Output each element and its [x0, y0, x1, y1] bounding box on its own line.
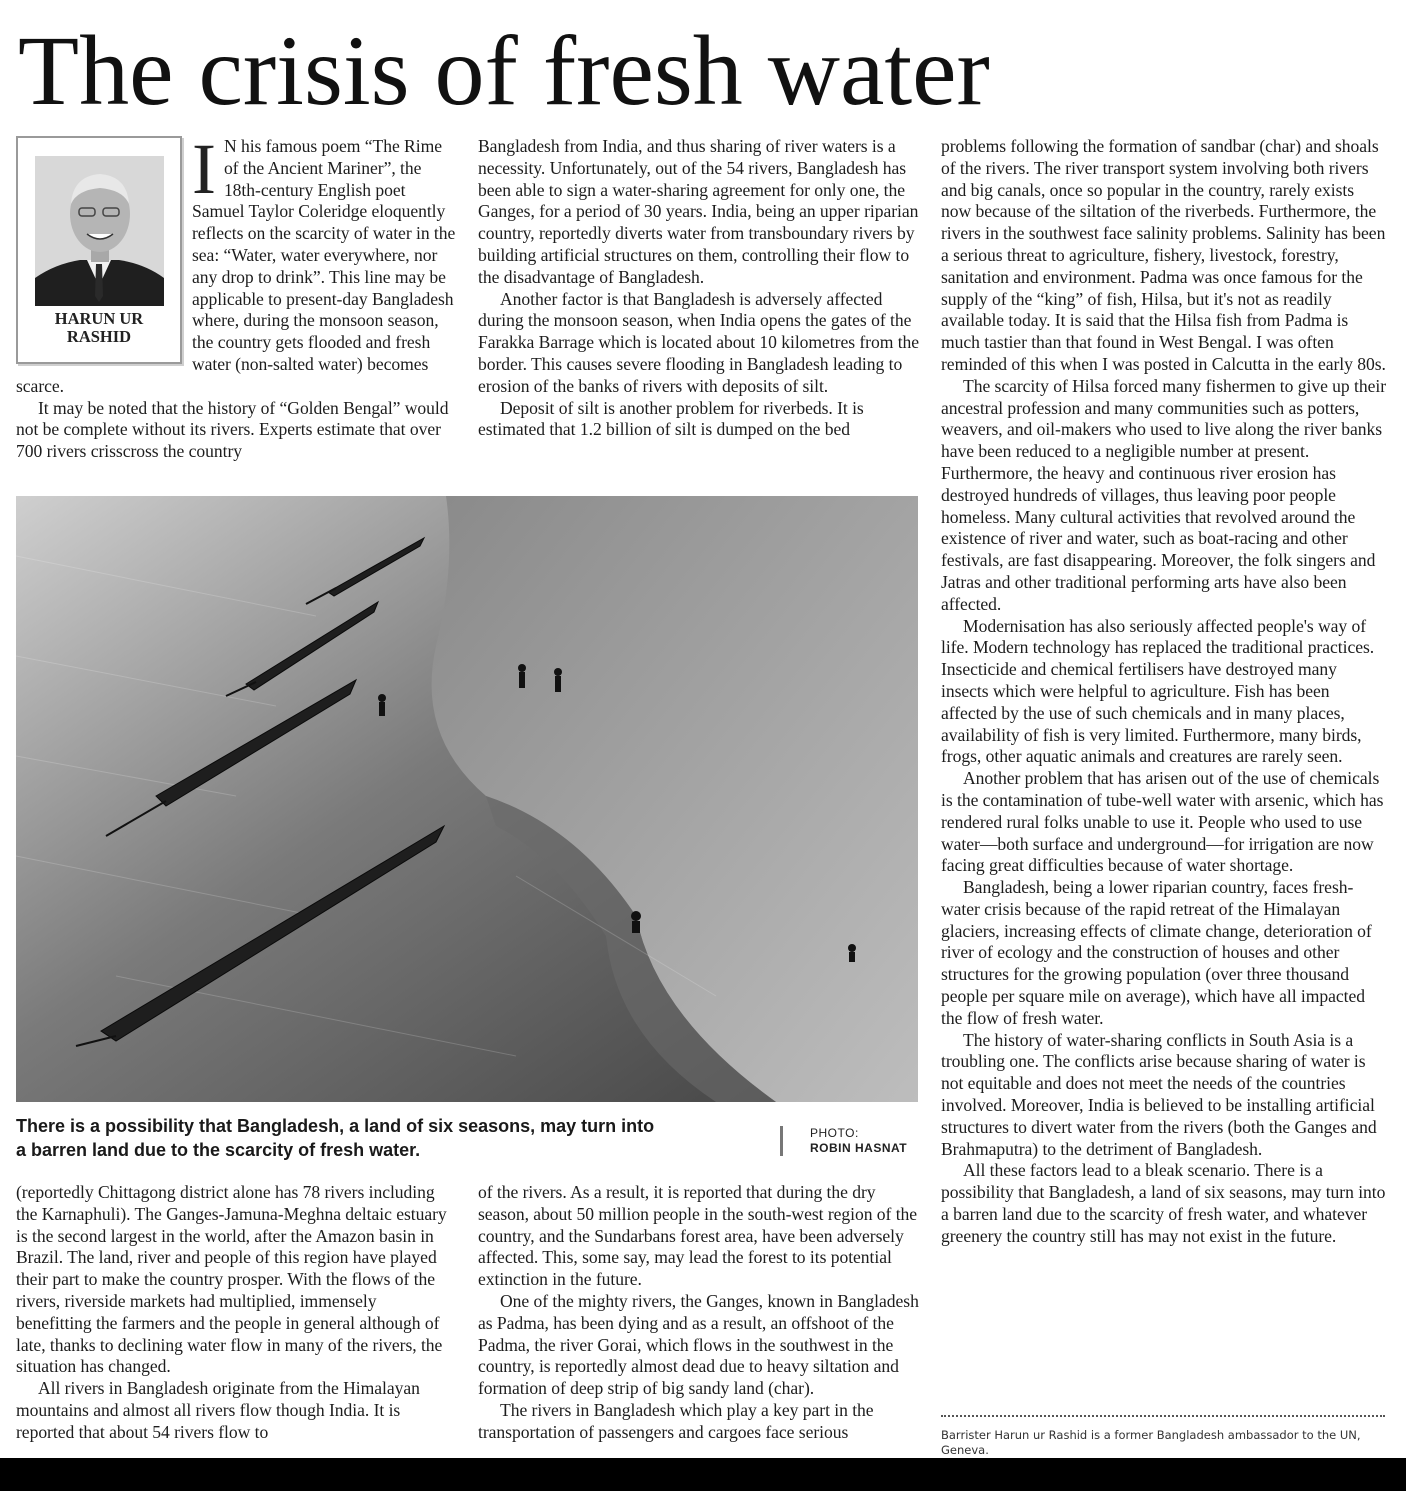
column-2-top	[478, 136, 920, 471]
column-1-bottom	[16, 1182, 456, 1456]
column-3-paragraph-4: Another problem that has arisen out of the use of chemicals is the contamination of tube-well water with arsenic, which has rendered rural folks unable to use it. People who used to use water—both surface and underground—for irrigation are now facing great difficulties because of water shortage.	[941, 768, 1384, 876]
drop-cap: I	[192, 136, 216, 209]
headline: The crisis of fresh water	[18, 15, 990, 126]
photo-caption: There is a possibility that Bangladesh, a land of six seasons, may turn into a barren land due to the scarcity of fresh water.	[16, 1116, 655, 1160]
column-2-bottom	[478, 1182, 920, 1456]
credit-divider	[780, 1126, 783, 1156]
column-2-paragraph-1: Bangladesh from India, and thus sharing of river waters is a necessity. Unfortunately, out of the 54 rivers, Bangladesh has been able to sign a water-sharing agreement for only one, the Ganges, for a period of 30 years. India, being an upper riparian country, reportedly diverts water from transboundary rivers by building artificial structures on them, controlling their flow to the disadvantage of Bangladesh.	[478, 136, 919, 287]
bottom-edge	[0, 1458, 1406, 1491]
dotted-divider	[941, 1415, 1385, 1417]
author-name-line1: HARUN UR	[54, 309, 144, 328]
column-1-top	[16, 136, 456, 471]
column-3-paragraph-2: The scarcity of Hilsa forced many fishermen to give up their ancestral profession and many communities such as potters, weavers, and oil-makers who used to live along the river banks have been reduced to a negligible number at present. Furthermore, the heavy and continuous river erosion has destroyed hundreds of villages, thus leaving poor people homeless. Many cultural activities that revolved around the existence of river and water, such as boat-racing and other festivals, are fast disappearing. Moreover, the folk singers and Jatras and other traditional performing arts have also been affected.	[941, 375, 1387, 614]
photo-credit-label: PHOTO:	[810, 1126, 859, 1140]
col1-p1-text: N his famous poem “The Rime of the Ancient Mariner”, the 18th-century English poet Samuel Taylor Coleridge eloquently reflects on the scarcity of water in the sea: “Water, water everywhere, nor any drop to drink”. This line may be applicable to present-day Bangladesh where, during the monsoon season, the country gets flooded and fresh water (non-salted water) becomes scarce.	[16, 136, 456, 396]
column-3-paragraph-1: problems following the formation of sandbar (char) and shoals of the rivers. The river transport system involving both rivers and big canals, once so popular in the country, rarely exists now because of the siltation of the riverbeds. Furthermore, the rivers in the southwest face salinity problems. Salinity has been a serious threat to agriculture, fishery, livestock, forestry, sanitation and environment. Padma was once famous for the supply of the “king” of fish, Hilsa, but it's not as readily available today. It is said that the Hilsa fish from Padma is much tastier than that found in West Bengal. I was often reminded of this when I was posted in Calcutta in the early 80s.	[941, 136, 1386, 374]
author-bio: Barrister Harun ur Rashid is a former Bangladesh ambassador to the UN, Geneva.	[941, 1428, 1361, 1457]
column-1-paragraph-2: It may be noted that the history of “Golden Bengal” would not be complete without its rivers. Experts estimate that over 700 rivers crisscross the country	[16, 397, 449, 462]
column-3	[941, 136, 1387, 1410]
column-1-bottom-paragraph-2: All rivers in Bangladesh originate from the Himalayan mountains and almost all rivers flow though India. It is reported that about 54 rivers flow to	[16, 1378, 420, 1442]
column-3-paragraph-5: Bangladesh, being a lower riparian country, faces fresh-water crisis because of the rapid retreat of the Himalayan glaciers, increasing effects of climate change, deterioration of river of ecology and the construction of houses and other structures for the growing population (over three thousand people per square mile on average), which have all impacted the flow of fresh water.	[941, 877, 1372, 1028]
column-2-bottom-paragraph-1: of the rivers. As a result, it is reported that during the dry season, about 50 million people in the south-west region of the country, and the Sundarbans forest area, have been adversely affected. This, some say, may lead the forest to its potential extinction in the future.	[478, 1182, 918, 1290]
column-1-bottom-paragraph-1: (reportedly Chittagong district alone has 78 rivers including the Karnaphuli). The Ganges-Jamuna-Meghna deltaic estuary is the second largest in the world, after the Amazon basin in Brazil. The land, river and people of this region have played their part to make the country prosper. With the flows of the rivers, riverside markets had multiplied, immensely benefitting the farmers and the people in general although of late, thanks to declining water flow in many of the rivers, the situation has changed.	[16, 1182, 447, 1377]
column-2-bottom-paragraph-3: The rivers in Bangladesh which play a key part in the transportation of passengers and cargoes face serious	[478, 1399, 874, 1442]
column-2-bottom-paragraph-2: One of the mighty rivers, the Ganges, known in Bangladesh as Padma, has been dying and as a result, an offshoot of the Padma, the river Gorai, which flows in the southwest in the country, is reportedly almost dead due to heavy siltation and formation of deep strip of big sandy land (char).	[478, 1290, 919, 1399]
river-boats-photo	[16, 496, 918, 1102]
photo-credit-name: ROBIN HASNAT	[810, 1141, 908, 1155]
column-3-paragraph-7: All these factors lead to a bleak scenario. There is a possibility that Bangladesh, a land of six seasons, may turn into a barren land due to the scarcity of fresh water, and whatever greenery the country still has may not exist in the future.	[941, 1160, 1386, 1246]
column-2-paragraph-2: Another factor is that Bangladesh is adversely affected during the monsoon season, when India opens the gates of the Farakka Barrage which is located about 10 kilometres from the border. This causes severe flooding in Bangladesh leading to erosion of the banks of rivers with deposits of silt.	[478, 288, 920, 396]
column-3-paragraph-3: Modernisation has also seriously affected people's way of life. Modern technology has replaced the traditional practices. Insecticide and chemical fertilisers have destroyed many insects which were helpful to agriculture. Fish has been affected by the use of such chemicals and in many places, availability of fish is very limited. Furthermore, many birds, frogs, other aquatic animals and creatures are rarely seen.	[941, 615, 1375, 767]
column-2-paragraph-3: Deposit of silt is another problem for riverbeds. It is estimated that 1.2 billion of silt is dumped on the bed	[478, 397, 864, 440]
photo-credit	[810, 1126, 907, 1156]
column-3-paragraph-6: The history of water-sharing conflicts in South Asia is a troubling one. The conflicts arise because sharing of water is not equitable and does not meet the needs of the countries involved. Moreover, India is believed to be installing artificial structures to divert water from the rivers (both the Ganges and Brahmaputra) to the detriment of Bangladesh.	[941, 1029, 1377, 1159]
author-name-line2: RASHID	[66, 327, 132, 346]
